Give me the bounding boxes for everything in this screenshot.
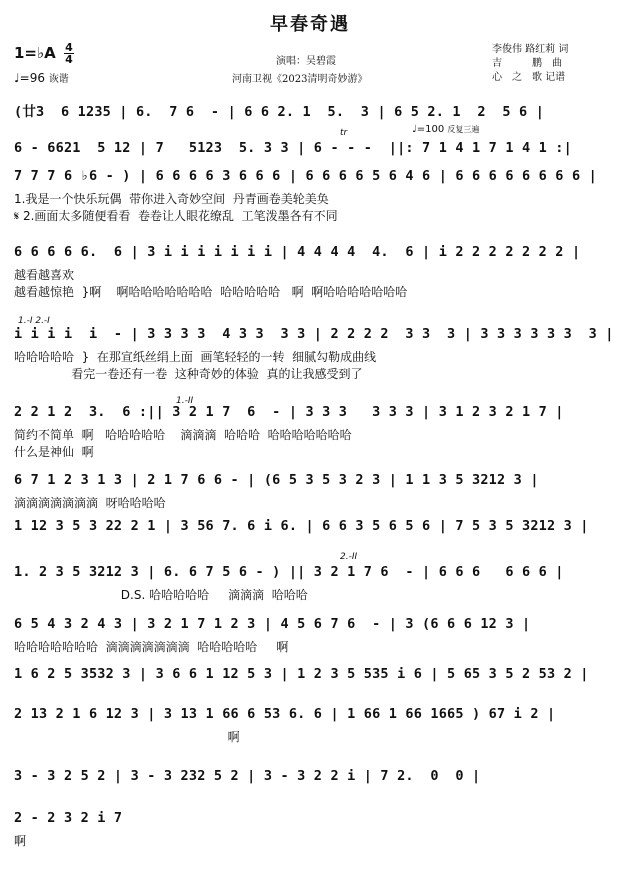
lyric-line: 越看越喜欢 bbox=[14, 268, 75, 282]
tempo-change-value: ♩=100 bbox=[412, 124, 445, 135]
notation-row: 6 5 4 3 2 4 3 | 3 2 1 7 1 2 3 | 4 5 6 7 6 - | 3 (6 6 6 12 3 | bbox=[14, 616, 531, 632]
notation-row: 2 - 2 3 2 i 7 bbox=[14, 810, 123, 826]
lyric-line: 越看越惊艳 }啊 啊哈哈哈哈哈哈哈 哈哈哈哈哈 啊 啊哈哈哈哈哈哈哈 bbox=[14, 285, 408, 299]
notation-row: (廿3 6 1235 | 6. 7 6 - | 6 6 2. 1 5. 3 | 6 5 2. 1 2 5 6 | bbox=[14, 104, 545, 120]
notation-row: 1 6 2 5 3532 3 | 3 6 6 1 12 5 3 | 1 2 3 5 535 i 6 | 5 65 3 5 2 53 2 | bbox=[14, 666, 589, 682]
time-signature-bottom: 4 bbox=[65, 53, 73, 66]
notation-row: 6 - 6621 5 12 | 7 5123 5. 3 3 | 6 - - - ||: 7 1 4 1 7 1 4 1 :| bbox=[14, 140, 572, 156]
notation-row: 7 7 7 6 ♭6 - ) | 6 6 6 6 3 6 6 6 | 6 6 6 6 5 6 4 6 | 6 6 6 6 6 6 6 6 | bbox=[14, 168, 597, 184]
notation-row: 6 6 6 6 6. 6 | 3 i i i i i i i | 4 4 4 4 4. 6 | i 2 2 2 2 2 2 2 | bbox=[14, 244, 581, 260]
time-signature bbox=[64, 42, 74, 65]
notation-row: 2 2 1 2 3. 6 :|| 3 2 1 7 6 - | 3 3 3 3 3 3 | 3 1 2 3 2 1 7 | bbox=[14, 404, 564, 420]
lyric-line: 𝄋 2.画面太多随便看看 卷卷让人眼花缭乱 工笔泼墨各有不同 bbox=[14, 209, 338, 223]
lyric-line: 1.我是一个快乐玩偶 带你进入奇妙空间 丹青画卷美轮美奂 bbox=[14, 192, 329, 206]
notation-row: i i i i i - | 3 3 3 3 4 3 3 3 3 | 2 2 2 2 3 3 3 | 3 3 3 3 3 3 3 | bbox=[14, 326, 614, 342]
notation-row: 2 13 2 1 6 12 3 | 3 13 1 66 6 53 6. 6 | 1 66 1 66 1665 ) 67 i 2 | bbox=[14, 706, 556, 722]
notation-row: 1. 2 3 5 3212 3 | 6. 6 7 5 6 - ) || 3 2 1 7 6 - | 6 6 6 6 6 6 | bbox=[14, 564, 564, 580]
first-ending-mark: 1.-I 2.-I bbox=[18, 316, 50, 326]
notation-row: 1 12 3 5 3 22 2 1 | 3 56 7. 6 i 6. | 6 6 3 5 6 5 6 | 7 5 3 5 3212 3 | bbox=[14, 518, 589, 534]
tempo-change-note: 反复三遍 bbox=[447, 125, 480, 134]
lyric-line: 啊 bbox=[14, 834, 27, 848]
notation-row: 3 - 3 2 5 2 | 3 - 3 232 5 2 | 3 - 3 2 2 i | 7 2. 0 0 | bbox=[14, 768, 481, 784]
trill-mark: tr bbox=[340, 128, 348, 138]
volta-1-mark: 1.-II bbox=[176, 396, 194, 406]
key-signature: 1=♭A bbox=[14, 44, 56, 62]
lyric-line: 简约不简单 啊 哈哈哈哈哈 滴滴滴 哈哈哈 哈哈哈哈哈哈哈 bbox=[14, 428, 352, 442]
lyric-line: 啊 bbox=[14, 730, 240, 744]
lyricist-credit: 李俊伟 路红莉 词 bbox=[492, 44, 569, 55]
program-credit: 河南卫视《2023清明奇妙游》 bbox=[232, 74, 368, 85]
lyric-line: D.S. 哈哈哈哈哈 滴滴滴 哈哈哈 bbox=[14, 588, 308, 602]
song-title: 早春奇遇 bbox=[270, 14, 350, 35]
lyric-line: 看完一卷还有一卷 这种奇妙的体验 真的让我感受到了 bbox=[14, 367, 363, 381]
lyric-line: 什么是神仙 啊 bbox=[14, 445, 94, 459]
volta-2-mark: 2.-II bbox=[340, 552, 358, 562]
tempo-marking bbox=[14, 70, 69, 85]
notation-row: 6 7 1 2 3 1 3 | 2 1 7 6 6 - | (6 5 3 5 3 2 3 | 1 1 3 5 3212 3 | bbox=[14, 472, 539, 488]
lyric-line: 滴滴滴滴滴滴滴 呀哈哈哈哈 bbox=[14, 496, 166, 510]
time-signature-top: 4 bbox=[65, 41, 73, 54]
lyric-line: 哈哈哈哈哈 } 在那宣纸丝绢上面 画笔轻轻的一转 细腻勾勒成曲线 bbox=[14, 350, 377, 364]
tempo-change bbox=[412, 124, 479, 135]
transcriber-credit: 心 之 歌 记谱 bbox=[492, 72, 566, 83]
lyric-line: 哈哈哈哈哈哈哈 滴滴滴滴滴滴滴 哈哈哈哈哈 啊 bbox=[14, 640, 289, 654]
composer-credit: 吉 鹏 曲 bbox=[492, 58, 562, 69]
singer-credit: 演唱：吴碧霞 bbox=[276, 56, 336, 67]
tempo-style: 诙谐 bbox=[48, 74, 69, 85]
tempo-value: ♩=96 bbox=[14, 71, 45, 85]
